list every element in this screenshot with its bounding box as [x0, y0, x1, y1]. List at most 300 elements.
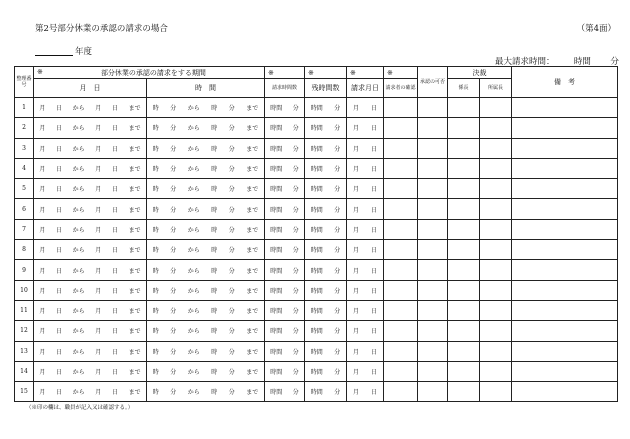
hour-unit: 時	[211, 186, 218, 194]
hour-unit: 時	[152, 267, 159, 275]
request-date-cell[interactable]	[347, 361, 384, 381]
month-day-cell[interactable]	[34, 240, 147, 260]
day-unit: 日	[370, 186, 377, 194]
remarks-cell[interactable]	[512, 300, 618, 320]
approval-cell[interactable]	[418, 199, 448, 219]
month-unit: 月	[39, 166, 46, 174]
until-label: まで	[128, 166, 141, 174]
month-day-cell[interactable]	[34, 341, 147, 361]
month-unit: 月	[39, 125, 46, 133]
approval-cell[interactable]	[418, 158, 448, 178]
month-unit: 月	[39, 247, 46, 255]
year-input-line[interactable]	[35, 55, 73, 56]
minute-unit: 分	[228, 105, 235, 113]
day-unit: 日	[111, 105, 118, 113]
minute-unit: 分	[170, 328, 177, 336]
request-hours-cell[interactable]	[265, 280, 305, 300]
month-unit: 月	[352, 186, 359, 194]
remarks-header: 備 考	[512, 67, 618, 98]
month-day-cell[interactable]	[34, 300, 147, 320]
requester-confirm-cell[interactable]	[384, 361, 418, 381]
remaining-hours-mark: ※	[305, 67, 347, 79]
section-chief-cell[interactable]	[448, 280, 480, 300]
requester-confirm-cell[interactable]	[384, 219, 418, 239]
until-label: まで	[246, 226, 259, 234]
requester-confirm-mark: ※	[384, 67, 418, 79]
minute-unit: 分	[170, 166, 177, 174]
month-unit: 月	[352, 369, 359, 376]
hour-unit: 時	[152, 287, 159, 295]
approval-cell[interactable]	[418, 219, 448, 239]
dept-chief-cell[interactable]	[480, 321, 512, 341]
day-unit: 日	[55, 267, 62, 275]
remaining-hours-cell[interactable]	[305, 118, 347, 138]
remarks-cell[interactable]	[512, 138, 618, 158]
month-day-cell[interactable]	[34, 98, 147, 118]
from-label: から	[72, 389, 85, 397]
section-chief-cell[interactable]	[448, 321, 480, 341]
form-title: 第2号部分休業の承認の請求の場合	[35, 24, 168, 34]
month-unit: 月	[352, 267, 359, 275]
until-label: まで	[128, 267, 141, 275]
remaining-hours-cell[interactable]	[305, 300, 347, 320]
minute-unit: 分	[228, 267, 235, 275]
remaining-hours-header: 残時間数	[305, 79, 347, 98]
month-unit: 月	[39, 186, 46, 194]
hours-unit: 時間	[270, 267, 283, 275]
from-label: から	[187, 226, 200, 234]
remaining-hours-cell[interactable]	[305, 361, 347, 381]
request-date-cell[interactable]	[347, 199, 384, 219]
approval-cell[interactable]	[418, 280, 448, 300]
until-label: まで	[128, 369, 141, 376]
time-cell[interactable]	[147, 199, 265, 219]
approval-cell[interactable]	[418, 138, 448, 158]
from-label: から	[72, 125, 85, 133]
max-request-hours-unit: 時間	[573, 57, 591, 67]
time-cell[interactable]	[147, 341, 265, 361]
day-unit: 日	[370, 206, 377, 214]
remarks-cell[interactable]	[512, 260, 618, 280]
until-label: まで	[246, 125, 259, 133]
from-label: から	[187, 247, 200, 255]
month-day-cell[interactable]	[34, 199, 147, 219]
minute-unit: 分	[292, 206, 299, 214]
until-label: まで	[128, 247, 141, 255]
minute-unit: 分	[170, 247, 177, 255]
until-label: まで	[128, 308, 141, 316]
minute-unit: 分	[170, 105, 177, 113]
dept-chief-cell[interactable]	[480, 219, 512, 239]
from-label: から	[187, 186, 200, 194]
minute-unit: 分	[170, 186, 177, 194]
section-chief-cell[interactable]	[448, 179, 480, 199]
remaining-hours-cell[interactable]	[305, 199, 347, 219]
requester-confirm-cell[interactable]	[384, 300, 418, 320]
remaining-hours-cell[interactable]	[305, 321, 347, 341]
request-hours-cell[interactable]	[265, 138, 305, 158]
month-unit: 月	[39, 226, 46, 234]
minute-unit: 分	[334, 348, 341, 356]
remaining-hours-cell[interactable]	[305, 219, 347, 239]
approval-cell[interactable]	[418, 321, 448, 341]
month-day-cell[interactable]	[34, 219, 147, 239]
until-label: まで	[128, 348, 141, 356]
from-label: から	[72, 247, 85, 255]
month-day-cell[interactable]	[34, 321, 147, 341]
dept-chief-header: 所属長	[480, 79, 512, 98]
approval-cell[interactable]	[418, 341, 448, 361]
from-label: から	[72, 287, 85, 295]
request-hours-cell[interactable]	[265, 382, 305, 402]
hours-unit: 時間	[310, 145, 323, 153]
hour-unit: 時	[152, 125, 159, 133]
dept-chief-cell[interactable]	[480, 179, 512, 199]
request-hours-cell[interactable]	[265, 341, 305, 361]
request-date-cell[interactable]	[347, 321, 384, 341]
section-chief-cell[interactable]	[448, 260, 480, 280]
request-date-cell[interactable]	[347, 280, 384, 300]
time-cell[interactable]	[147, 260, 265, 280]
minute-unit: 分	[170, 145, 177, 153]
request-hours-cell[interactable]	[265, 98, 305, 118]
max-request-minutes-unit: 分	[610, 57, 619, 67]
time-cell[interactable]	[147, 321, 265, 341]
request-date-cell[interactable]	[347, 341, 384, 361]
dept-chief-cell[interactable]	[480, 158, 512, 178]
hour-unit: 時	[152, 145, 159, 153]
month-unit: 月	[95, 145, 102, 153]
until-label: まで	[128, 226, 141, 234]
request-hours-cell[interactable]	[265, 321, 305, 341]
minute-unit: 分	[228, 226, 235, 234]
row-number: 11	[15, 300, 34, 320]
requester-confirm-cell[interactable]	[384, 158, 418, 178]
month-day-cell[interactable]	[34, 361, 147, 381]
remarks-cell[interactable]	[512, 179, 618, 199]
day-unit: 日	[370, 328, 377, 336]
month-day-cell[interactable]	[34, 260, 147, 280]
minute-unit: 分	[334, 287, 341, 295]
request-date-cell[interactable]	[347, 98, 384, 118]
month-day-cell[interactable]	[34, 280, 147, 300]
from-label: から	[187, 105, 200, 113]
request-date-cell[interactable]	[347, 179, 384, 199]
request-date-cell[interactable]	[347, 219, 384, 239]
day-unit: 日	[111, 247, 118, 255]
hours-unit: 時間	[310, 206, 323, 214]
day-unit: 日	[111, 267, 118, 275]
remaining-hours-cell[interactable]	[305, 240, 347, 260]
remarks-cell[interactable]	[512, 98, 618, 118]
remarks-cell[interactable]	[512, 361, 618, 381]
section-chief-cell[interactable]	[448, 138, 480, 158]
day-unit: 日	[370, 125, 377, 133]
table-row	[15, 361, 618, 381]
remaining-hours-cell[interactable]	[305, 158, 347, 178]
request-hours-cell[interactable]	[265, 158, 305, 178]
month-day-cell[interactable]	[34, 382, 147, 402]
time-cell[interactable]	[147, 300, 265, 320]
hours-unit: 時間	[310, 125, 323, 133]
time-cell[interactable]	[147, 118, 265, 138]
hours-unit: 時間	[270, 105, 283, 113]
minute-unit: 分	[292, 348, 299, 356]
section-chief-cell[interactable]	[448, 382, 480, 402]
minute-unit: 分	[292, 186, 299, 194]
until-label: まで	[128, 287, 141, 295]
remarks-cell[interactable]	[512, 219, 618, 239]
section-chief-cell[interactable]	[448, 219, 480, 239]
dept-chief-cell[interactable]	[480, 280, 512, 300]
remarks-cell[interactable]	[512, 341, 618, 361]
request-date-cell[interactable]	[347, 240, 384, 260]
hours-unit: 時間	[270, 287, 283, 295]
approval-cell[interactable]	[418, 300, 448, 320]
hour-unit: 時	[152, 348, 159, 356]
request-date-cell[interactable]	[347, 118, 384, 138]
hour-unit: 時	[211, 226, 218, 234]
hours-unit: 時間	[270, 186, 283, 194]
hours-unit: 時間	[310, 226, 323, 234]
section-chief-cell[interactable]	[448, 118, 480, 138]
month-unit: 月	[352, 166, 359, 174]
month-unit: 月	[95, 308, 102, 316]
remarks-cell[interactable]	[512, 199, 618, 219]
remaining-hours-cell[interactable]	[305, 341, 347, 361]
request-hours-cell[interactable]	[265, 260, 305, 280]
day-unit: 日	[111, 145, 118, 153]
hours-unit: 時間	[270, 389, 283, 397]
month-unit: 月	[39, 328, 46, 336]
dept-chief-cell[interactable]	[480, 341, 512, 361]
month-unit: 月	[352, 206, 359, 214]
day-unit: 日	[111, 328, 118, 336]
day-unit: 日	[370, 105, 377, 113]
request-date-cell[interactable]	[347, 260, 384, 280]
from-label: から	[72, 348, 85, 356]
approval-cell[interactable]	[418, 179, 448, 199]
time-cell[interactable]	[147, 240, 265, 260]
row-number: 12	[15, 321, 34, 341]
month-unit: 月	[95, 267, 102, 275]
time-cell[interactable]	[147, 138, 265, 158]
request-hours-cell[interactable]	[265, 219, 305, 239]
minute-unit: 分	[228, 389, 235, 397]
time-cell[interactable]	[147, 382, 265, 402]
remarks-cell[interactable]	[512, 280, 618, 300]
requester-confirm-cell[interactable]	[384, 321, 418, 341]
request-hours-cell[interactable]	[265, 361, 305, 381]
month-unit: 月	[39, 389, 46, 397]
day-unit: 日	[111, 226, 118, 234]
hour-unit: 時	[152, 369, 159, 376]
requester-confirm-cell[interactable]	[384, 240, 418, 260]
time-cell[interactable]	[147, 158, 265, 178]
approval-cell[interactable]	[418, 361, 448, 381]
requester-confirm-cell[interactable]	[384, 260, 418, 280]
minute-unit: 分	[170, 308, 177, 316]
table-row	[15, 179, 618, 199]
remaining-hours-cell[interactable]	[305, 179, 347, 199]
month-day-cell[interactable]	[34, 138, 147, 158]
request-hours-header: 請求時間数	[265, 79, 305, 98]
time-cell[interactable]	[147, 280, 265, 300]
day-unit: 日	[111, 206, 118, 214]
day-unit: 日	[55, 166, 62, 174]
requester-confirm-cell[interactable]	[384, 280, 418, 300]
month-unit: 月	[352, 308, 359, 316]
request-date-cell[interactable]	[347, 382, 384, 402]
time-cell[interactable]	[147, 179, 265, 199]
minute-unit: 分	[228, 186, 235, 194]
month-unit: 月	[95, 206, 102, 214]
year-label: 年度	[75, 47, 93, 57]
minute-unit: 分	[334, 247, 341, 255]
hour-unit: 時	[152, 226, 159, 234]
requester-confirm-cell[interactable]	[384, 118, 418, 138]
dept-chief-cell[interactable]	[480, 300, 512, 320]
row-number: 8	[15, 240, 34, 260]
month-unit: 月	[95, 226, 102, 234]
remarks-cell[interactable]	[512, 240, 618, 260]
hour-unit: 時	[211, 369, 218, 376]
remarks-cell[interactable]	[512, 321, 618, 341]
remaining-hours-cell[interactable]	[305, 260, 347, 280]
approval-cell[interactable]	[418, 98, 448, 118]
section-chief-cell[interactable]	[448, 341, 480, 361]
requester-confirm-cell[interactable]	[384, 341, 418, 361]
hours-unit: 時間	[310, 247, 323, 255]
day-unit: 日	[55, 226, 62, 234]
request-hours-cell[interactable]	[265, 300, 305, 320]
request-hours-cell[interactable]	[265, 179, 305, 199]
remaining-hours-cell[interactable]	[305, 280, 347, 300]
row-number: 10	[15, 280, 34, 300]
dept-chief-cell[interactable]	[480, 199, 512, 219]
minute-unit: 分	[292, 287, 299, 295]
remarks-cell[interactable]	[512, 118, 618, 138]
dept-chief-cell[interactable]	[480, 138, 512, 158]
dept-chief-cell[interactable]	[480, 240, 512, 260]
day-unit: 日	[111, 389, 118, 397]
request-hours-cell[interactable]	[265, 118, 305, 138]
hour-unit: 時	[152, 206, 159, 214]
until-label: まで	[128, 206, 141, 214]
until-label: まで	[128, 145, 141, 153]
dept-chief-cell[interactable]	[480, 98, 512, 118]
section-chief-cell[interactable]	[448, 240, 480, 260]
dept-chief-cell[interactable]	[480, 260, 512, 280]
remaining-hours-cell[interactable]	[305, 138, 347, 158]
from-label: から	[187, 348, 200, 356]
requester-confirm-cell[interactable]	[384, 382, 418, 402]
row-number: 9	[15, 260, 34, 280]
remarks-cell[interactable]	[512, 382, 618, 402]
requester-confirm-cell[interactable]	[384, 98, 418, 118]
request-date-cell[interactable]	[347, 300, 384, 320]
until-label: まで	[246, 369, 259, 376]
table-row	[15, 280, 618, 300]
row-number: 7	[15, 219, 34, 239]
month-day-cell[interactable]	[34, 179, 147, 199]
until-label: まで	[246, 145, 259, 153]
minute-unit: 分	[334, 369, 341, 376]
approval-cell[interactable]	[418, 382, 448, 402]
table-row	[15, 321, 618, 341]
hours-unit: 時間	[310, 348, 323, 356]
time-cell[interactable]	[147, 219, 265, 239]
time-cell[interactable]	[147, 361, 265, 381]
request-date-cell[interactable]	[347, 158, 384, 178]
requester-confirm-cell[interactable]	[384, 199, 418, 219]
month-unit: 月	[352, 145, 359, 153]
from-label: から	[72, 369, 85, 376]
requester-confirm-cell[interactable]	[384, 179, 418, 199]
section-chief-cell[interactable]	[448, 158, 480, 178]
dept-chief-cell[interactable]	[480, 361, 512, 381]
section-chief-cell[interactable]	[448, 361, 480, 381]
day-unit: 日	[370, 308, 377, 316]
time-cell[interactable]	[147, 98, 265, 118]
request-hours-cell[interactable]	[265, 240, 305, 260]
until-label: まで	[246, 186, 259, 194]
row-number: 15	[15, 382, 34, 402]
month-day-cell[interactable]	[34, 118, 147, 138]
hours-unit: 時間	[310, 328, 323, 336]
approval-cell[interactable]	[418, 260, 448, 280]
month-unit: 月	[352, 389, 359, 397]
row-number: 1	[15, 98, 34, 118]
minute-unit: 分	[334, 125, 341, 133]
section-chief-cell[interactable]	[448, 300, 480, 320]
remaining-hours-cell[interactable]	[305, 382, 347, 402]
remaining-hours-cell[interactable]	[305, 98, 347, 118]
row-number: 3	[15, 138, 34, 158]
minute-unit: 分	[170, 206, 177, 214]
remarks-cell[interactable]	[512, 158, 618, 178]
month-unit: 月	[39, 105, 46, 113]
hour-unit: 時	[211, 247, 218, 255]
minute-unit: 分	[228, 348, 235, 356]
approval-cell[interactable]	[418, 118, 448, 138]
section-chief-cell[interactable]	[448, 98, 480, 118]
minute-unit: 分	[292, 328, 299, 336]
minute-unit: 分	[292, 226, 299, 234]
month-unit: 月	[39, 145, 46, 153]
dept-chief-cell[interactable]	[480, 118, 512, 138]
month-day-header: 月 日	[34, 79, 147, 98]
hours-unit: 時間	[310, 369, 323, 376]
dept-chief-cell[interactable]	[480, 382, 512, 402]
request-date-cell[interactable]	[347, 138, 384, 158]
month-day-cell[interactable]	[34, 158, 147, 178]
request-hours-cell[interactable]	[265, 199, 305, 219]
minute-unit: 分	[228, 328, 235, 336]
from-label: から	[187, 308, 200, 316]
until-label: まで	[246, 348, 259, 356]
hour-unit: 時	[211, 206, 218, 214]
hours-unit: 時間	[310, 186, 323, 194]
from-label: から	[72, 145, 85, 153]
requester-confirm-cell[interactable]	[384, 138, 418, 158]
day-unit: 日	[111, 348, 118, 356]
row-number: 5	[15, 179, 34, 199]
hours-unit: 時間	[270, 369, 283, 376]
hours-unit: 時間	[270, 206, 283, 214]
section-chief-cell[interactable]	[448, 199, 480, 219]
approval-cell[interactable]	[418, 240, 448, 260]
